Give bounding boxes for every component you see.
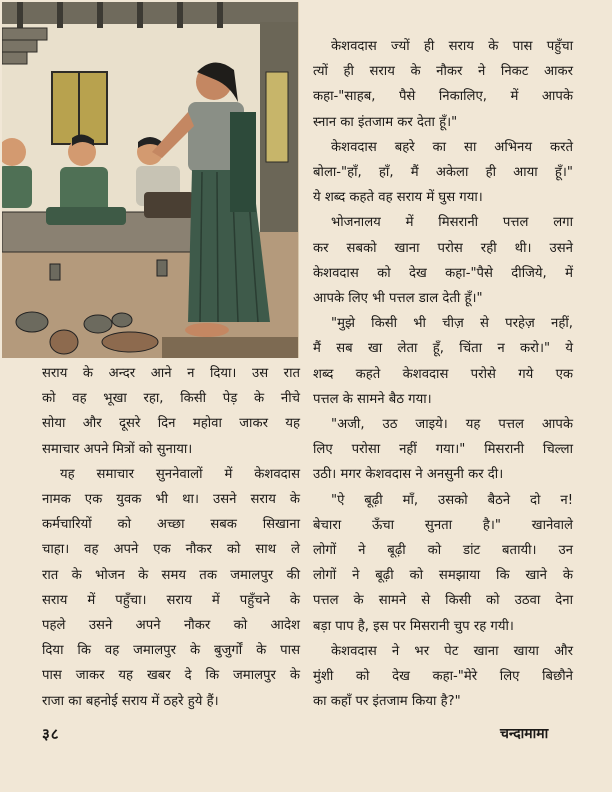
text-line: शब्द कहते केशवदास परोसे गये एक xyxy=(313,366,573,382)
text-line: "अजी, उठ जाइये। यह पत्तल आपके xyxy=(331,417,573,433)
left-paragraph-1 xyxy=(42,361,300,462)
text-line: यह समाचार सुननेवालों में केशवदास xyxy=(60,466,300,482)
text-line: का कहाँ पर इंतजाम किया है?" xyxy=(313,694,461,710)
text-line: केशवदास ज्यों ही सराय के पास पहुँचा xyxy=(331,39,573,54)
text-line: पास जाकर यह खबर दे कि जमालपुर के xyxy=(42,668,300,684)
text-line: रात के भोजन के समय तक जमालपुर की xyxy=(42,567,300,583)
scene-illustration xyxy=(2,2,298,358)
text-line: स्नान का इंतजाम कर देता हूँ।" xyxy=(313,114,458,130)
text-line: को वह भूखा रहा, किसी पेड़ के नीचे xyxy=(42,391,300,407)
text-line: पत्तल के सामने से किसी को उठवा देना xyxy=(313,593,573,609)
text-line: उठी। मगर केशवदास ने अनसुनी कर दी। xyxy=(313,467,504,483)
text-line: केशवदास को देख कहा-"पैसे दीजिये, में xyxy=(313,265,573,281)
text-line: बेचारा ऊँचा सुनता है।" खानेवाले xyxy=(313,517,573,533)
text-line: कहा-"साहब, पैसे निकालिए, में आपके xyxy=(313,89,573,105)
right-paragraph-4 xyxy=(313,311,573,412)
text-line: दिया कि वह जमालपुर के बुजुर्गों के पास xyxy=(42,643,300,659)
text-line: चाहा। वह अपने एक नौकर को साथ ले xyxy=(42,542,300,558)
magazine-name: चन्दामामा xyxy=(500,726,549,742)
text-line: केशवदास ने भर पेट खाना खाया और xyxy=(331,643,573,659)
page-number: ३८ xyxy=(42,725,60,743)
text-line: मुंशी को देख कहा-"मेरे लिए बिछौने xyxy=(313,669,573,685)
text-line: कर्मचारियों को अच्छा सबक सिखाना xyxy=(42,517,300,533)
text-line: बोला-"हाँ, हाँ, मैं अकेला ही आया हूँ।" xyxy=(313,165,573,181)
right-paragraph-6 xyxy=(313,488,573,639)
right-paragraph-7 xyxy=(313,639,573,715)
text-line: "मुझे किसी भी चीज़ से परहेज़ नहीं, xyxy=(331,316,573,332)
text-line: नामक एक युवक भी था। उसने सराय के xyxy=(42,492,300,508)
text-line: लिए परोसा नहीं गया।" मिसरानी चिल्ला xyxy=(313,442,573,458)
right-paragraph-3 xyxy=(313,210,573,311)
text-line: मैं सब खा लेता हूँ, चिंता न करो।" ये xyxy=(313,341,573,357)
right-text-column xyxy=(313,34,573,714)
text-line: सोया और दूसरे दिन महोवा जाकर यह xyxy=(42,416,300,432)
right-paragraph-2 xyxy=(313,135,573,211)
text-line: केशवदास बहरे का सा अभिनय करते xyxy=(331,139,573,155)
story-illustration xyxy=(2,2,299,358)
left-paragraph-2 xyxy=(42,462,300,487)
text-line: लोगों ने बूढ़ी को डांट बतायी। उन xyxy=(313,543,573,559)
text-line: कर सबको खाना परोस रही थी। उसने xyxy=(313,240,573,256)
text-line: राजा का बहनोई सराय में ठहरे हुये हैं। xyxy=(42,693,219,709)
text-line: बड़ा पाप है, इस पर मिसरानी चुप रह गयी। xyxy=(313,618,514,634)
text-line: सराय के अन्दर आने न दिया। उस रात xyxy=(42,366,300,381)
right-paragraph-1 xyxy=(313,34,573,135)
text-line: लोगों ने बूढ़ी को समझाया कि खाने के xyxy=(313,568,573,584)
text-line: "ऐ बूढ़ी माँ, उसको बैठने दो न! xyxy=(331,492,573,508)
text-line: पत्तल के सामने बैठ गया। xyxy=(313,391,432,407)
left-paragraph-2-cont xyxy=(42,487,300,714)
text-line: ये शब्द कहते वह सराय में घुस गया। xyxy=(313,190,483,206)
text-line: समाचार अपने मित्रों को सुनाया। xyxy=(42,441,193,457)
text-line: पहले उसने अपने नौकर को आदेश xyxy=(42,618,300,634)
text-line: सराय में पहुँचा। सराय में पहुँचने के xyxy=(42,592,300,608)
right-paragraph-5 xyxy=(313,412,573,488)
text-line: त्यों ही सराय के नौकर ने निकट आकर xyxy=(313,64,573,80)
left-text-column xyxy=(42,361,300,714)
text-line: भोजनालय में मिसरानी पत्तल लगा xyxy=(331,215,573,231)
text-line: आपके लिए भी पत्तल डाल देती हूँ।" xyxy=(313,291,483,307)
